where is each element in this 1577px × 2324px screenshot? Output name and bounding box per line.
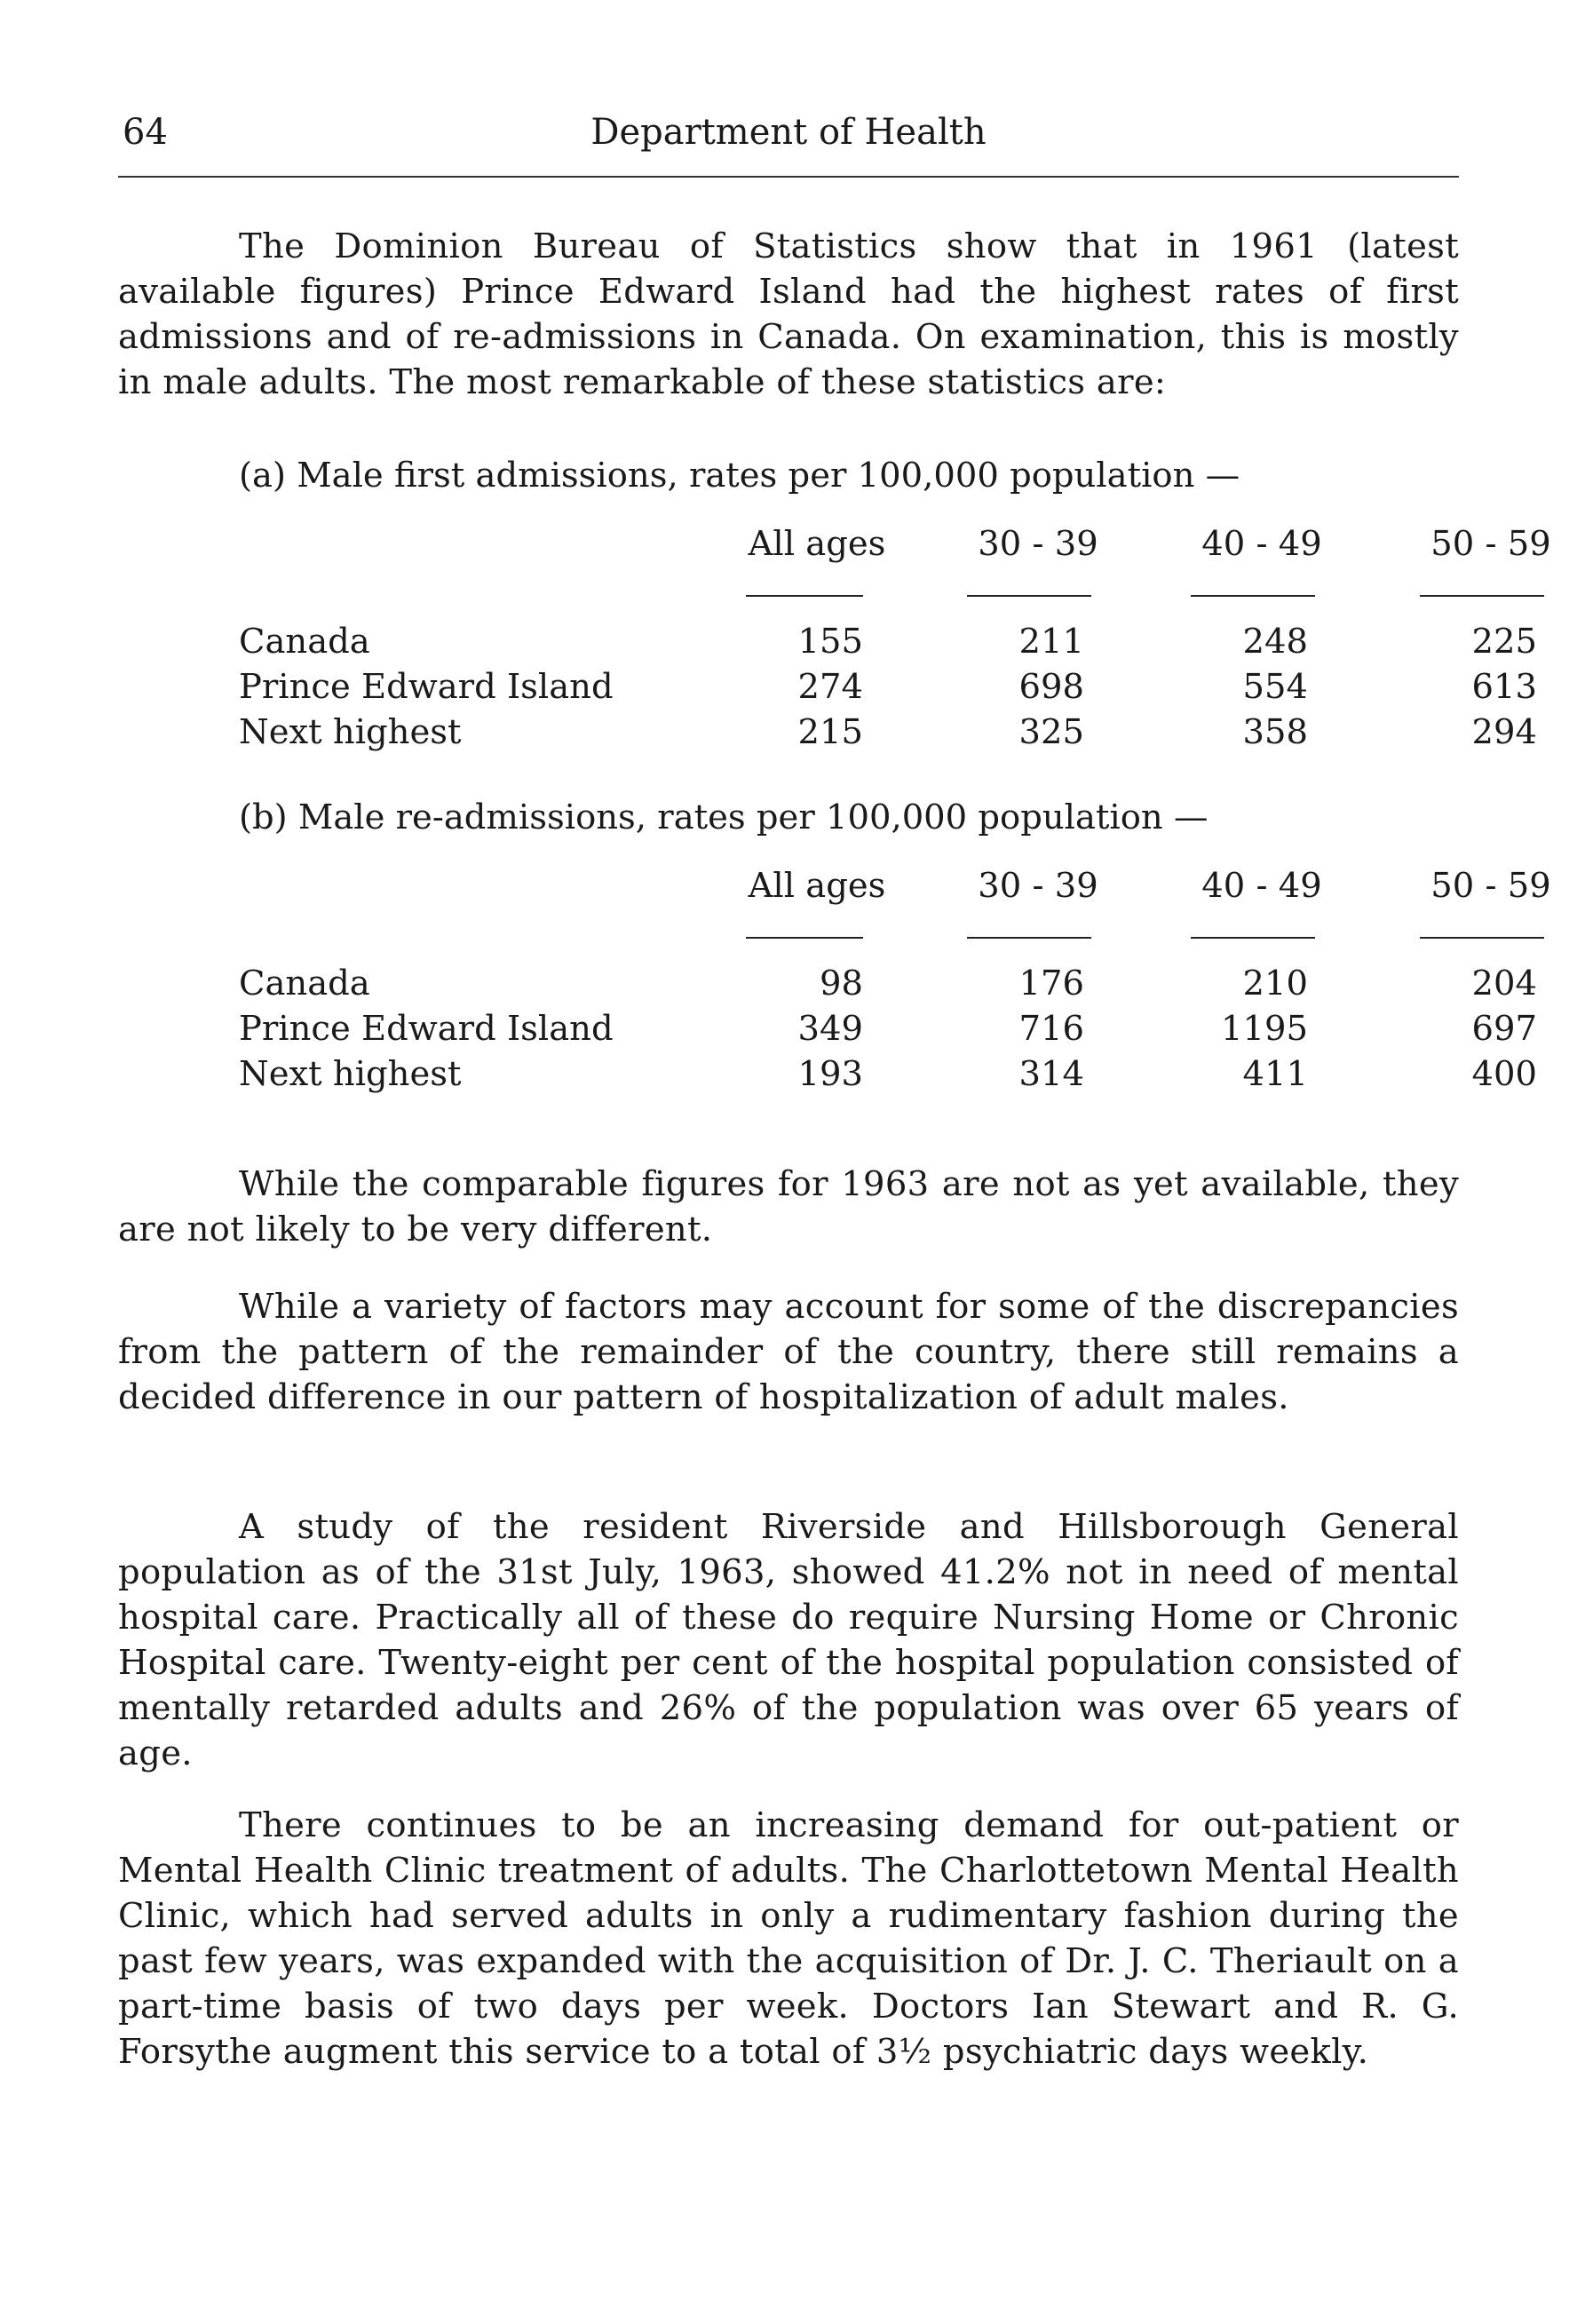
paragraph-discrepancies: While a variety of factors may account for some of the discrepancies from the pattern of the remainder of the country, there still remains a decided difference in our pattern of hospitalization of adult males. xyxy=(118,1287,1459,1417)
column-rule xyxy=(967,595,1091,597)
table-b-cell: 400 xyxy=(1471,1054,1537,1094)
column-rule xyxy=(967,937,1091,939)
table-b-cell: 210 xyxy=(1242,964,1308,1003)
table-b-row-label: Prince Edward Island xyxy=(239,1009,614,1049)
table-a-cell: 698 xyxy=(1018,667,1084,707)
table-b-cell: 411 xyxy=(1242,1054,1308,1094)
table-b-cell: 176 xyxy=(1018,964,1084,1003)
column-rule xyxy=(1191,937,1315,939)
paragraph-clinic-demand: There continues to be an increasing demand for out-patient or Mental Health Clinic treatment of adults. The Charlottetown Mental Health Clinic, which had served adults in only a rudimentary fashion during the past few years, was expanded with the acquisition of Dr. J. C. Theriault on a part-time basis of two days per week. Doctors Ian Stewart and R. G. Forsythe augment this service to a total of 3½ psychiatric days weekly. xyxy=(118,1805,1459,2072)
table-a-col-head: All ages xyxy=(748,524,886,564)
header-rule xyxy=(118,176,1459,178)
table-a-caption: (a) Male first admissions, rates per 100,000 population — xyxy=(239,456,1240,496)
paragraph-resident-study: A study of the resident Riverside and Hillsborough General population as of the 31st July, 1963, showed 41.2% not in need of mental hospital care. Practically all of these do require Nursing Home or Chronic Hospital care. Twenty-eight per cent of the hospital population consisted of mentally retarded adults and 26% of the population was over 65 years of age. xyxy=(118,1507,1459,1773)
column-rule xyxy=(1420,937,1544,939)
table-a-cell: 215 xyxy=(797,712,863,752)
table-a-cell: 274 xyxy=(797,667,863,707)
table-b-row-label: Canada xyxy=(239,964,370,1003)
column-rule xyxy=(1191,595,1315,597)
table-b-cell: 716 xyxy=(1018,1009,1084,1049)
table-b-cell: 697 xyxy=(1471,1009,1537,1049)
table-b-col-head: All ages xyxy=(748,866,886,906)
table-a-cell: 225 xyxy=(1471,622,1537,662)
table-b-cell: 193 xyxy=(797,1054,863,1094)
table-a-row-label: Next highest xyxy=(239,712,462,752)
paragraph-intro: The Dominion Bureau of Statistics show that in 1961 (latest available figures) Prince Edward Island had the highest rates of first admissions and of re-admissions in Canada. On examination, this is mostly in male adults. The most remarkable of these statistics are: xyxy=(118,226,1459,402)
table-a-cell: 358 xyxy=(1242,712,1308,752)
column-rule xyxy=(746,595,863,597)
table-a-col-head: 30 - 39 xyxy=(978,524,1098,564)
paragraph-comparable-figures: While the comparable figures for 1963 are not as yet available, they are not likely to be very different. xyxy=(118,1164,1459,1249)
table-a-col-head: 50 - 59 xyxy=(1430,524,1551,564)
table-b-caption: (b) Male re-admissions, rates per 100,000 population — xyxy=(239,797,1209,837)
table-a-cell: 155 xyxy=(797,622,863,662)
table-b-col-head: 50 - 59 xyxy=(1430,866,1551,906)
column-rule xyxy=(746,937,863,939)
table-a-cell: 325 xyxy=(1018,712,1084,752)
table-a-cell: 248 xyxy=(1242,622,1308,662)
running-head: Department of Health xyxy=(590,112,987,153)
table-a-cell: 294 xyxy=(1471,712,1537,752)
table-b-row-label: Next highest xyxy=(239,1054,462,1094)
table-b-cell: 314 xyxy=(1018,1054,1084,1094)
table-b-cell: 204 xyxy=(1471,964,1537,1003)
table-b-cell: 98 xyxy=(820,964,863,1003)
page-number: 64 xyxy=(123,112,168,153)
table-a-row-label: Prince Edward Island xyxy=(239,667,614,707)
page-header xyxy=(118,112,1459,165)
table-b-cell: 1195 xyxy=(1221,1009,1308,1049)
table-a-row-label: Canada xyxy=(239,622,370,662)
table-a-col-head: 40 - 49 xyxy=(1201,524,1322,564)
table-a-cell: 554 xyxy=(1242,667,1308,707)
table-b-col-head: 30 - 39 xyxy=(978,866,1098,906)
table-b-col-head: 40 - 49 xyxy=(1201,866,1322,906)
column-rule xyxy=(1420,595,1544,597)
table-b-cell: 349 xyxy=(797,1009,863,1049)
table-a-cell: 613 xyxy=(1471,667,1537,707)
table-a-cell: 211 xyxy=(1018,622,1084,662)
